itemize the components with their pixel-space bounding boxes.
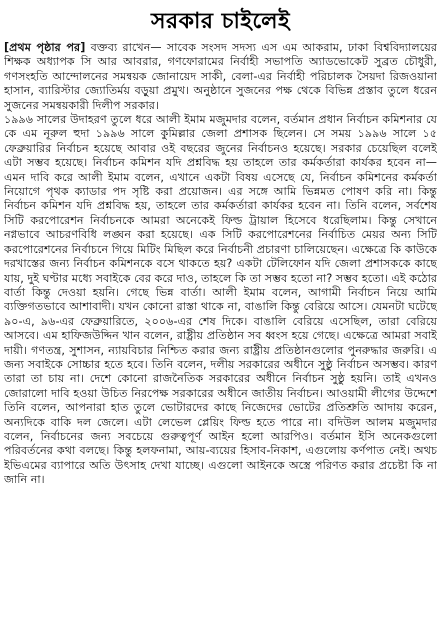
paragraph-1 [4,41,437,113]
continuation-label: [প্রথম পৃষ্ঠার পর] [4,41,86,54]
paragraph-2: ১৯৯৬ সালের উদাহরণ তুলে ধরে আলী ইমাম মজুমদার বলেন, বর্তমান প্রধান নির্বাচন কমিশনার যে কে এম নূরুল হুদা ১৯৯৬ সালে কুমিল্লার জেলা প্রশাসক ছিলেন। সে সময় ১৯৯৬ সালে ১৫ ফেব্রুয়ারির নির্বাচন হয়েছে আবার ওই বছরের জুনের নির্বাচনও হয়েছে। সরকার চেয়েছিল বলেই এটা সম্ভব হয়েছে। নির্বাচন কমিশন যদি প্রশ্নবিদ্ধ হয় তাহলে তার কর্মকর্তারা কার্যকর হবেন না— এমন দাবি করে আলী ইমাম বলেন, এখানে একটা বিষয় এসেছে যে, নির্বাচন কমিশনের কর্মকর্তা নিয়োগে পৃথক ক্যাডার পদ সৃষ্টি করা প্রয়োজন। এর সঙ্গে আমি ভিন্নমত পোষণ করি না। কিন্তু নির্বাচন কমিশন যদি প্রশ্নবিদ্ধ হয়, তাহলে তার কর্মকর্তারা কার্যকর হবেন না। তিনি বলেন, সর্বশেষ সিটি করপোরেশন নির্বাচনকে আমরা অনেকেই ফিল্ড ট্রায়াল হিসেবে ধরেছিলাম। কিন্তু সেখানে নগ্নভাবে আচরণবিধি লঙ্ঘন করা হয়েছে। এক সিটি করপোরেশনের নির্বাচিত মেয়র অন্য সিটি করপোরেশনের নির্বাচনে গিয়ে মিটিং মিছিল করে নির্বাচনী প্রচারণা চালিয়েছেন। এক্ষেত্রে কি কাউকে দরখাস্তের জন্য নির্বাচন কমিশনকে বসে থাকতে হয়? একটা টেলিফোন যদি জেলা প্রশাসককে কাছে যায়, দুই ঘণ্টার মধ্যে সবাইকে বের করে দাও, তাহলে কি তা সম্ভব হতো না? সম্ভব হতো। এই কঠোর বার্তা কিন্তু দেওয়া হয়নি। গেছে ভিন্ন বার্তা। আলী ইমাম বলেন, আগামী নির্বাচন নিয়ে আমি ব্যক্তিগতভাবে আশাবাদী। যখন কোনো রাস্তা থাকে না, বাঙালি কিন্তু বেরিয়ে আসে। যেমনটা ঘটেছে ৯০-এ, ৯৬-এর ফেব্রুয়ারিতে, ২০০৬-এর শেষ দিকে। বাঙালি বেরিয়ে এসেছিল, তারা বেরিয়ে আসবে। এম হাফিজউদ্দিন খান বলেন, রাষ্ট্রীয় প্রতিষ্ঠান সব ধ্বংস হয়ে গেছে। এক্ষেত্রে আমরা সবাই দায়ী। গণতন্ত্র, সুশাসন, ন্যায়বিচার নিশ্চিত করার জন্য রাষ্ট্রীয় প্রতিষ্ঠানগুলোর পুনরুদ্ধার জরুরি। এ জন্য সবাইকে সোচ্চার হতে হবে। তিনি বলেন, দলীয় সরকারের অধীনে সুষ্ঠু নির্বাচন অসম্ভব। কারণ তারা তা চায় না। দেশে কোনো রাজনৈতিক সরকারের অধীনে নির্বাচন সুষ্ঠু হয়নি। তাই এখনও জোরালো দাবি হওয়া উচিত নিরপেক্ষ সরকারের অধীনে জাতীয় নির্বাচন। আওয়ামী লীগের উদ্দেশে তিনি বলেন, আপনারা হাত তুলে ভোটারদের কাছে নিজেদের ভোটের প্রতিশ্রুতি আদায় করেন, অন্যদিকে বাকি দল জেলে। এটা লেভেল প্লেয়িং ফিল্ড হতে পারে না। বদিউল আলম মজুমদার বলেন, নির্বাচনের জন্য সবচেয়ে গুরুত্বপূর্ণ আইন হলো আরপিও। বর্তমান ইসি অনেকগুলো পরিবর্তনের কথা বলছে। কিন্তু হলফনামা, আয়-ব্যয়ের হিসাব-নিকাশ, এগুলোয় কর্ণপাত নেই। অথচ ইভিএমের ব্যাপারে অতি উৎসাহ দেখা যাচ্ছে। এগুলো আইনকে অস্ত্রে পরিণত করার প্রচেষ্টা কি না জানি না। [4,113,437,487]
article-body [4,41,437,633]
cut-off-top-line [0,0,441,7]
paragraph-1-text: বক্তব্য রাখেন— সাবেক সংসদ সদস্য এস এম আকরাম, ঢাকা বিশ্ববিদ্যালয়ের শিক্ষক অধ্যাপক সি আর আবরার, গণফোরামের নির্বাহী সভাপতি অ্যাডভোকেট সুব্রত চৌধুরী, গণসংহতি আন্দোলনের সমন্বয়ক জোনায়েদ সাকী, বেলা-এর নির্বাহী পরিচালক সৈয়দা রিজওয়ানা হাসান, ব্যারিস্টার জ্যোতির্ময় বড়ুয়া প্রমুখ। অনুষ্ঠানে সুজনের পক্ষ থেকে বিভিন্ন প্রস্তাব তুলে ধরেন সুজনের সমন্বয়কারী দিলীপ সরকার। [4,41,437,112]
headline: সরকার চাইলেই [150,9,291,34]
